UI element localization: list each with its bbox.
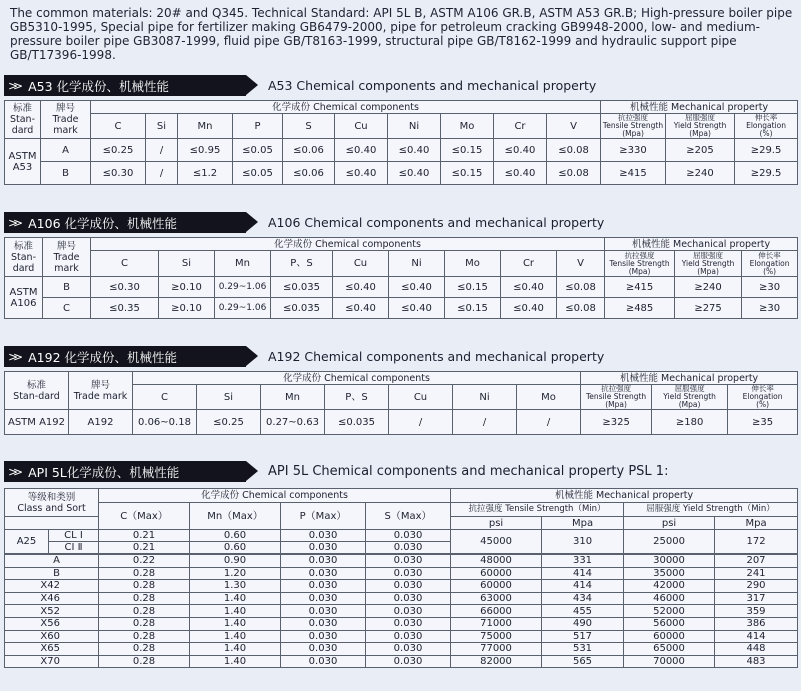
value-cell: 0.28 xyxy=(99,580,190,593)
value-cell: ≤0.40 xyxy=(501,298,557,319)
section-a192 xyxy=(4,346,797,435)
max-header: C（Max） xyxy=(99,503,190,530)
grade-cell: B xyxy=(5,567,99,580)
tensile-mpa-cell: 565 xyxy=(542,655,624,668)
table-row xyxy=(5,298,798,319)
yield-psi-cell: 60000 xyxy=(624,630,715,643)
element-header: C xyxy=(91,114,146,139)
value-cell: 0.030 xyxy=(281,655,366,668)
tensile-mpa-cell: 331 xyxy=(542,555,624,568)
value-cell: ≤0.035 xyxy=(271,298,333,319)
elongation-header: 伸长率 Elongation (%) xyxy=(742,251,798,277)
yield-mpa-cell: 207 xyxy=(715,555,798,568)
yield-mpa-cell: 172 xyxy=(715,530,798,554)
section-title-cn: API 5L化学成份、机械性能 xyxy=(28,464,180,480)
table-row xyxy=(5,567,798,580)
value-cell: 0.030 xyxy=(366,542,451,554)
value-cell: 1.20 xyxy=(190,567,281,580)
elongation-cell: ≥29.5 xyxy=(735,139,798,162)
standard-header: 标准 Stan-dard xyxy=(5,238,43,277)
value-cell: / xyxy=(389,410,453,435)
value-cell: 0.030 xyxy=(281,605,366,618)
value-cell: ≤0.08 xyxy=(557,277,605,298)
standard-cell: ASTM A53 xyxy=(5,139,41,185)
value-cell: ≤0.05 xyxy=(233,139,283,162)
section-title-cn: A53 化学成份、机械性能 xyxy=(28,78,170,94)
grade-cell: A xyxy=(41,139,91,162)
value-cell: / xyxy=(146,162,178,185)
value-cell: ≤0.40 xyxy=(388,139,441,162)
value-cell: ≤0.40 xyxy=(389,298,445,319)
tensile-cell: ≥415 xyxy=(601,162,666,185)
banner-arrow-icon xyxy=(246,212,258,232)
a53-table xyxy=(4,100,798,185)
yield-mpa-cell: 317 xyxy=(715,592,798,605)
value-cell: 0.28 xyxy=(99,643,190,656)
table-row xyxy=(5,277,798,298)
chem-header: 化学成份 Chemical components xyxy=(91,238,605,251)
standard-header: 标准 Stan-dard xyxy=(5,372,69,410)
element-header: V xyxy=(557,251,605,277)
yield-psi-cell: 56000 xyxy=(624,617,715,630)
unit-header: psi xyxy=(451,517,542,530)
value-cell: ≤0.06 xyxy=(283,139,335,162)
section-api5l xyxy=(4,461,797,668)
element-header: V xyxy=(547,114,601,139)
trade-mark-header: 牌号 Trade mark xyxy=(69,372,133,410)
subgrade-cell: CL Ⅰ xyxy=(49,530,99,542)
element-header: P xyxy=(233,114,283,139)
max-header: S（Max） xyxy=(366,503,451,530)
elongation-cell: ≥35 xyxy=(728,410,798,435)
value-cell: 0.030 xyxy=(366,555,451,568)
element-header: Si xyxy=(197,385,261,410)
value-cell: 0.29~1.06 xyxy=(215,298,271,319)
element-header: P、S xyxy=(325,385,389,410)
tensile-psi-cell: 45000 xyxy=(451,530,542,554)
banner-arrow-icon xyxy=(246,346,258,366)
value-cell: 0.030 xyxy=(281,567,366,580)
tensile-psi-cell: 77000 xyxy=(451,643,542,656)
table-row xyxy=(5,555,798,568)
value-cell: ≤0.40 xyxy=(494,162,547,185)
standard-cell: ASTM A192 xyxy=(5,410,69,435)
elongation-cell: ≥30 xyxy=(742,298,798,319)
chem-header: 化学成份 Chemical components xyxy=(99,489,451,503)
value-cell: 0.60 xyxy=(190,542,281,554)
value-cell: ≤0.15 xyxy=(445,277,501,298)
value-cell: ≤0.035 xyxy=(271,277,333,298)
mech-header: 机械性能 Mechanical property xyxy=(581,372,798,385)
element-header: Cu xyxy=(335,114,388,139)
yield-psi-cell: 70000 xyxy=(624,655,715,668)
element-header: Si xyxy=(146,114,178,139)
grade-cell: X52 xyxy=(5,605,99,618)
value-cell: ≤0.15 xyxy=(441,139,494,162)
value-cell: ≥0.10 xyxy=(159,298,215,319)
value-cell: ≤0.40 xyxy=(335,139,388,162)
yield-header: 屈服强度 Yield Strength (Mpa) xyxy=(675,251,742,277)
value-cell: 0.030 xyxy=(281,592,366,605)
value-cell: 0.030 xyxy=(281,530,366,542)
yield-mpa-cell: 483 xyxy=(715,655,798,668)
tensile-cell: ≥415 xyxy=(605,277,675,298)
table-row xyxy=(5,605,798,618)
unit-header: Mpa xyxy=(715,517,798,530)
element-header: Cu xyxy=(333,251,389,277)
yield-psi-cell: 46000 xyxy=(624,592,715,605)
table-row xyxy=(5,592,798,605)
value-cell: / xyxy=(517,410,581,435)
value-cell: 0.28 xyxy=(99,592,190,605)
mech-header: 机械性能 Mechanical property xyxy=(605,238,798,251)
element-header: S xyxy=(283,114,335,139)
grade-cell: X70 xyxy=(5,655,99,668)
tensile-min-header: 抗拉强度 Tensile Strength（Min） xyxy=(451,503,624,517)
double-chevron-icon: >> xyxy=(8,349,19,364)
tensile-psi-cell: 63000 xyxy=(451,592,542,605)
value-cell: 0.030 xyxy=(281,555,366,568)
grade-cell: A192 xyxy=(69,410,133,435)
value-cell: 0.28 xyxy=(99,567,190,580)
banner-arrow-icon xyxy=(246,75,258,95)
value-cell: ≤0.25 xyxy=(197,410,261,435)
tensile-cell: ≥485 xyxy=(605,298,675,319)
tensile-header: 抗拉强度 Tensile Strength (Mpa) xyxy=(605,251,675,277)
value-cell: ≤0.95 xyxy=(178,139,233,162)
intro-paragraph: The common materials: 20# and Q345. Technical Standard: API 5L B, ASTM A106 GR.B, ASTM A53 GR.B; High-pressure boiler pipe GB5310-1995, Special pipe for fertilizer making GB6479-2000, pipe for petroleum cracking GB9948-2000, low- and medium-pressure boiler pipe GB3087-1999, fluid pipe GB/T8163-1999, structural pipe GB/T8162-1999 and hydraulic support pipe GB/T17396-1998. xyxy=(10,6,793,62)
a106-table xyxy=(4,237,798,319)
yield-cell: ≥180 xyxy=(652,410,728,435)
value-cell: ≤0.15 xyxy=(441,162,494,185)
element-header: Mn xyxy=(261,385,325,410)
double-chevron-icon: >> xyxy=(8,78,19,93)
value-cell: ≥0.10 xyxy=(159,277,215,298)
section-banner xyxy=(4,461,797,482)
table-row xyxy=(5,139,798,162)
tensile-psi-cell: 71000 xyxy=(451,617,542,630)
yield-psi-cell: 42000 xyxy=(624,580,715,593)
value-cell: ≤0.35 xyxy=(91,298,159,319)
element-header: C xyxy=(91,251,159,277)
value-cell: 1.40 xyxy=(190,605,281,618)
tensile-mpa-cell: 434 xyxy=(542,592,624,605)
chem-header: 化学成份 Chemical components xyxy=(133,372,581,385)
table-row xyxy=(5,630,798,643)
value-cell: 1.40 xyxy=(190,592,281,605)
value-cell: ≤0.40 xyxy=(494,139,547,162)
value-cell: ≤0.40 xyxy=(333,277,389,298)
chem-header: 化学成份 Chemical components xyxy=(91,101,601,114)
standard-header: 标准 Stan-dard xyxy=(5,101,41,139)
tensile-psi-cell: 60000 xyxy=(451,580,542,593)
grade-cell: X60 xyxy=(5,630,99,643)
tensile-mpa-cell: 414 xyxy=(542,580,624,593)
grade-cell: A xyxy=(5,555,99,568)
class-sort-header: 等级和类别 Class and Sort xyxy=(5,489,99,517)
max-header: Mn（Max） xyxy=(190,503,281,530)
api5l-table-body xyxy=(4,554,798,668)
value-cell: ≤0.035 xyxy=(325,410,389,435)
trade-mark-header: 牌号 Trade mark xyxy=(41,101,91,139)
value-cell: 0.030 xyxy=(281,542,366,554)
section-banner xyxy=(4,346,797,367)
yield-psi-cell: 65000 xyxy=(624,643,715,656)
yield-psi-cell: 52000 xyxy=(624,605,715,618)
value-cell: 0.030 xyxy=(281,580,366,593)
tensile-mpa-cell: 455 xyxy=(542,605,624,618)
yield-cell: ≥240 xyxy=(675,277,742,298)
section-title-cn: A192 化学成份、机械性能 xyxy=(28,349,177,365)
tensile-mpa-cell: 310 xyxy=(542,530,624,554)
value-cell: 0.030 xyxy=(366,605,451,618)
section-title-cn: A106 化学成份、机械性能 xyxy=(28,215,177,231)
tensile-psi-cell: 66000 xyxy=(451,605,542,618)
value-cell: 1.40 xyxy=(190,630,281,643)
banner-arrow-icon xyxy=(246,461,258,481)
yield-mpa-cell: 290 xyxy=(715,580,798,593)
tensile-psi-cell: 60000 xyxy=(451,567,542,580)
yield-mpa-cell: 359 xyxy=(715,605,798,618)
element-header: Mo xyxy=(441,114,494,139)
element-header: Mn xyxy=(215,251,271,277)
value-cell: ≤0.25 xyxy=(91,139,146,162)
value-cell: 0.28 xyxy=(99,605,190,618)
section-title-en: API 5L Chemical components and mechanical property PSL 1: xyxy=(268,464,669,479)
tensile-psi-cell: 75000 xyxy=(451,630,542,643)
grade-cell: B xyxy=(41,162,91,185)
value-cell: 0.030 xyxy=(366,630,451,643)
element-header: Cr xyxy=(494,114,547,139)
value-cell: ≤0.40 xyxy=(501,277,557,298)
table-row xyxy=(5,580,798,593)
grade-cell: B xyxy=(43,277,91,298)
tensile-cell: ≥325 xyxy=(581,410,652,435)
value-cell: 0.030 xyxy=(366,567,451,580)
value-cell: 0.06~0.18 xyxy=(133,410,197,435)
grade-cell: X42 xyxy=(5,580,99,593)
value-cell: 0.030 xyxy=(366,530,451,542)
value-cell: ≤0.08 xyxy=(547,162,601,185)
element-header: P、S xyxy=(271,251,333,277)
unit-header: Mpa xyxy=(542,517,624,530)
api5l-table xyxy=(4,488,798,554)
tensile-psi-cell: 48000 xyxy=(451,555,542,568)
yield-cell: ≥240 xyxy=(666,162,735,185)
yield-header: 屈服强度 Yield Strength (Mpa) xyxy=(666,114,735,139)
section-banner xyxy=(4,212,797,233)
value-cell: 1.40 xyxy=(190,655,281,668)
value-cell: 0.030 xyxy=(366,643,451,656)
grade-cell: A25 xyxy=(5,530,49,554)
element-header: Mo xyxy=(445,251,501,277)
tensile-mpa-cell: 531 xyxy=(542,643,624,656)
value-cell: 0.030 xyxy=(366,655,451,668)
section-title-en: A106 Chemical components and mechanical property xyxy=(268,215,605,230)
value-cell: ≤0.40 xyxy=(335,162,388,185)
table-row xyxy=(5,410,798,435)
element-header: Mn xyxy=(178,114,233,139)
table-row xyxy=(5,655,798,668)
value-cell: ≤0.40 xyxy=(389,277,445,298)
value-cell: ≤0.30 xyxy=(91,277,159,298)
element-header: Ni xyxy=(388,114,441,139)
value-cell: 0.90 xyxy=(190,555,281,568)
value-cell: 0.27~0.63 xyxy=(261,410,325,435)
subgrade-cell: CI Ⅱ xyxy=(49,542,99,554)
value-cell: 0.030 xyxy=(366,617,451,630)
mech-header: 机械性能 Mechanical property xyxy=(601,101,798,114)
value-cell: ≤0.08 xyxy=(557,298,605,319)
value-cell: 0.28 xyxy=(99,655,190,668)
section-title-en: A192 Chemical components and mechanical property xyxy=(268,349,605,364)
value-cell: ≤0.15 xyxy=(445,298,501,319)
value-cell: 0.28 xyxy=(99,617,190,630)
yield-mpa-cell: 386 xyxy=(715,617,798,630)
section-a53 xyxy=(4,75,797,185)
tensile-psi-cell: 82000 xyxy=(451,655,542,668)
value-cell: 0.21 xyxy=(99,542,190,554)
value-cell: ≤0.40 xyxy=(333,298,389,319)
value-cell: ≤0.08 xyxy=(547,139,601,162)
value-cell: 0.030 xyxy=(366,580,451,593)
elongation-cell: ≥30 xyxy=(742,277,798,298)
value-cell: 0.030 xyxy=(281,630,366,643)
table-row xyxy=(5,643,798,656)
grade-cell: X46 xyxy=(5,592,99,605)
tensile-cell: ≥330 xyxy=(601,139,666,162)
grade-cell: C xyxy=(43,298,91,319)
element-header: Cr xyxy=(501,251,557,277)
yield-cell: ≥275 xyxy=(675,298,742,319)
value-cell: ≤1.2 xyxy=(178,162,233,185)
value-cell: ≤0.05 xyxy=(233,162,283,185)
yield-psi-cell: 30000 xyxy=(624,555,715,568)
yield-min-header: 屈服强度 Yield Strength（Min） xyxy=(624,503,798,517)
tensile-mpa-cell: 414 xyxy=(542,567,624,580)
mech-header: 机械性能 Mechanical property xyxy=(451,489,798,503)
grade-cell: X65 xyxy=(5,643,99,656)
tensile-mpa-cell: 490 xyxy=(542,617,624,630)
value-cell: / xyxy=(146,139,178,162)
element-header: Mo xyxy=(517,385,581,410)
yield-mpa-cell: 241 xyxy=(715,567,798,580)
yield-psi-cell: 35000 xyxy=(624,567,715,580)
value-cell: 0.29~1.06 xyxy=(215,277,271,298)
tensile-mpa-cell: 517 xyxy=(542,630,624,643)
table-row xyxy=(5,530,798,542)
yield-mpa-cell: 414 xyxy=(715,630,798,643)
yield-mpa-cell: 448 xyxy=(715,643,798,656)
element-header: Si xyxy=(159,251,215,277)
value-cell: 0.030 xyxy=(281,643,366,656)
yield-header: 屈服强度 Yield Strength (Mpa) xyxy=(652,385,728,410)
unit-header: psi xyxy=(624,517,715,530)
double-chevron-icon: >> xyxy=(8,215,19,230)
elongation-header: 伸长率 Elongation (%) xyxy=(735,114,798,139)
standard-cell: ASTM A106 xyxy=(5,277,43,319)
yield-psi-cell: 25000 xyxy=(624,530,715,554)
value-cell: / xyxy=(453,410,517,435)
element-header: Ni xyxy=(453,385,517,410)
a192-table xyxy=(4,371,798,435)
value-cell: ≤0.40 xyxy=(388,162,441,185)
tensile-header: 抗拉强度 Tensile Strength (Mpa) xyxy=(601,114,666,139)
element-header: Ni xyxy=(389,251,445,277)
elongation-cell: ≥29.5 xyxy=(735,162,798,185)
double-chevron-icon: >> xyxy=(8,464,19,479)
value-cell: 0.21 xyxy=(99,530,190,542)
value-cell: 0.030 xyxy=(366,592,451,605)
elongation-header: 伸长率 Elongation (%) xyxy=(728,385,798,410)
value-cell: 0.22 xyxy=(99,555,190,568)
section-title-en: A53 Chemical components and mechanical property xyxy=(268,78,597,93)
max-header: P（Max） xyxy=(281,503,366,530)
value-cell: ≤0.06 xyxy=(283,162,335,185)
grade-cell: X56 xyxy=(5,617,99,630)
value-cell: 0.030 xyxy=(281,617,366,630)
value-cell: 1.30 xyxy=(190,580,281,593)
table-row xyxy=(5,162,798,185)
value-cell: ≤0.30 xyxy=(91,162,146,185)
element-header: C xyxy=(133,385,197,410)
trade-mark-header: 牌号 Trade mark xyxy=(43,238,91,277)
value-cell: 1.40 xyxy=(190,617,281,630)
table-row xyxy=(5,617,798,630)
section-banner xyxy=(4,75,797,96)
tensile-header: 抗拉强度 Tensile Strength (Mpa) xyxy=(581,385,652,410)
element-header: Cu xyxy=(389,385,453,410)
section-a106 xyxy=(4,212,797,319)
value-cell: 0.60 xyxy=(190,530,281,542)
value-cell: 1.40 xyxy=(190,643,281,656)
value-cell: 0.28 xyxy=(99,630,190,643)
yield-cell: ≥205 xyxy=(666,139,735,162)
